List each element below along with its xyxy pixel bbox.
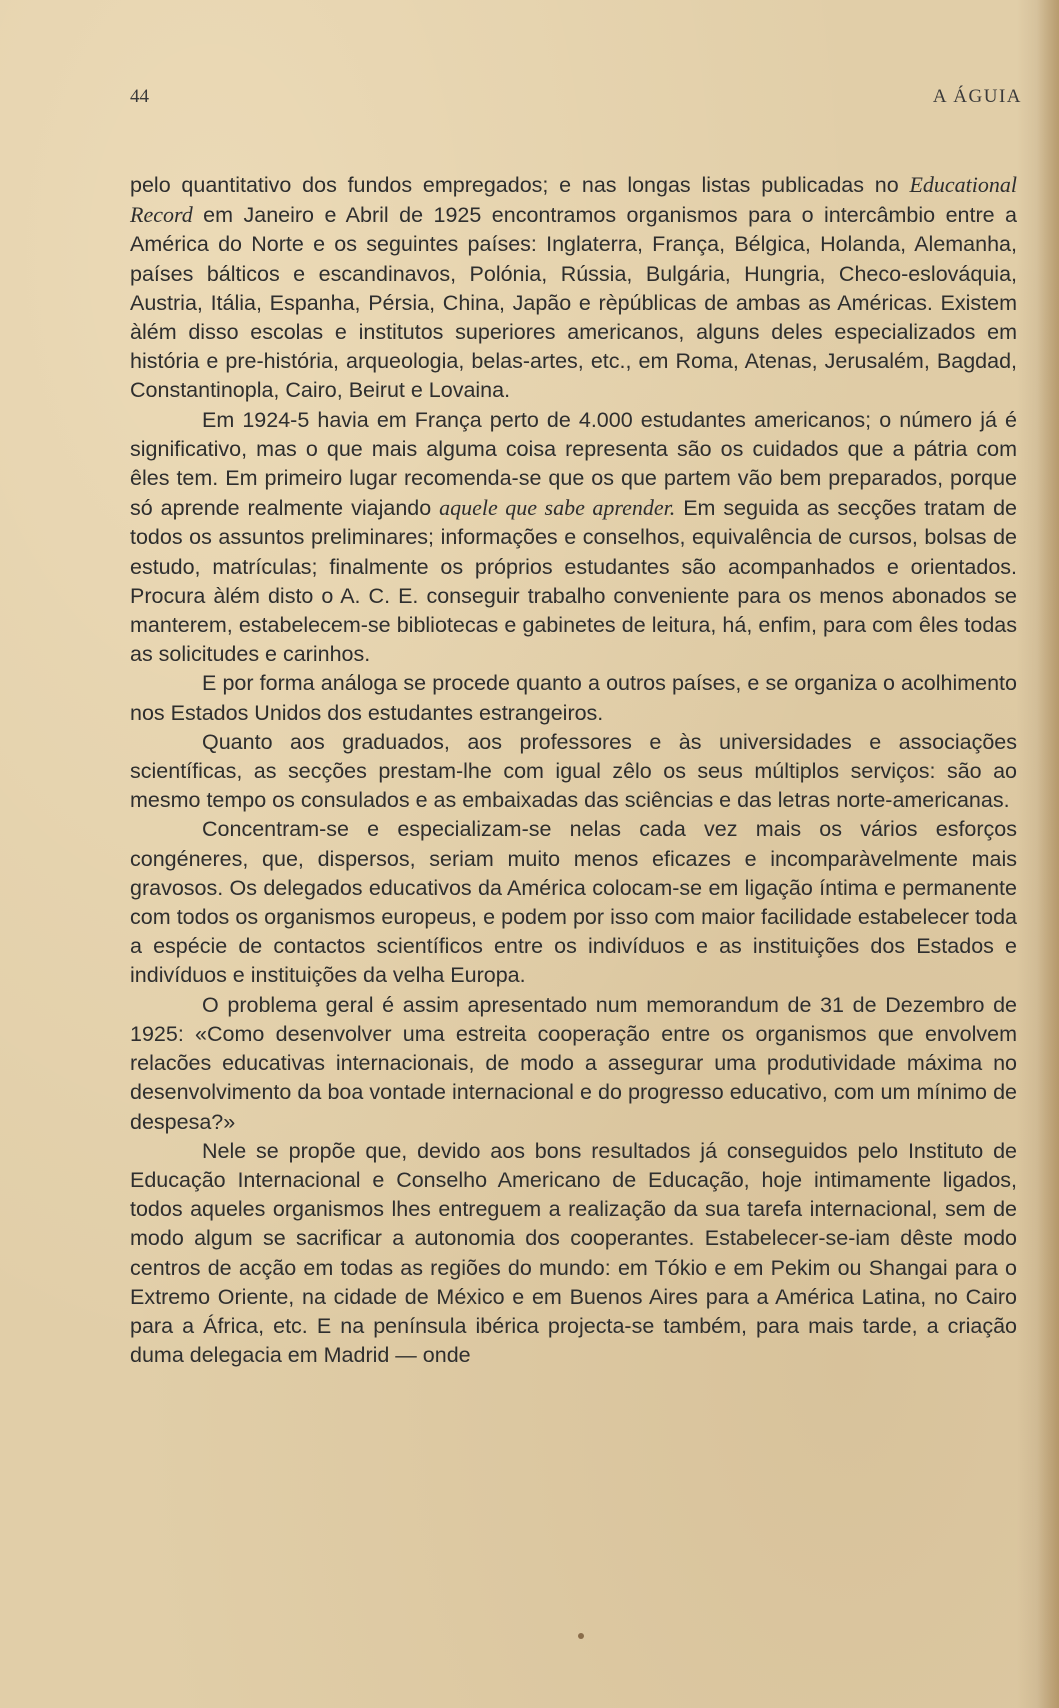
ink-speck [578,1633,584,1639]
italic-text: Educational Record [130,172,1017,228]
paragraph [130,815,1017,990]
italic-text: aquele que sabe aprender. [439,495,676,521]
paragraph [130,406,1017,670]
running-head: A ÁGUIA [932,86,1022,107]
paragraph-text: pelo quantitativo dos fundos empregados; e nas longas listas publicadas no [130,173,910,197]
body-text [130,170,1017,1370]
page-number: 44 [130,86,149,107]
paragraph-text: E por forma análoga se procede quanto a outros países, e se organiza o acolhimento nos Estados Unidos dos estudantes estrangeiros. [130,671,1017,725]
paragraph-text: Nele se propõe que, devido aos bons resultados já conseguidos pelo Instituto de Educação Internacional e Conselho Americano de Educação, hoje intimamente ligados, todos aqueles organismos lhes entreguem a realização da sua tarefa internacional, sem de modo algum se sacrificar a autonomia dos cooperantes. Estabelecer-se-iam dêste modo centros de acção em todas as regiões do mundo: em Tókio e em Pekim ou Shangai para o Extremo Oriente, na cidade de México e em Buenos Aires para a América Latina, no Cairo para a África, etc. E na península ibérica projecta-se também, para mais tarde, a criação duma delegacia em Madrid — onde [130,1138,1017,1368]
paragraph-text: O problema geral é assim apresentado num memorandum de 31 de Dezembro de 1925: «Como desenvolver uma estreita cooperação entre os organismos que envolvem relacões educativas internacionais, de modo a assegurar uma produtividade máxima no desenvolvimento da boa vontade internacional e do progresso educativo, com um mínimo de despesa?» [130,992,1017,1134]
paragraph [130,991,1017,1137]
page-header [130,86,1022,110]
paragraph-text: em Janeiro e Abril de 1925 encontramos organismos para o intercâmbio entre a América do Norte e os seguintes países: Inglaterra, França, Bélgica, Holanda, Alemanha, países bálticos e escandinavos, Polónia, Rússia, Bulgária, Hungria, Checo-eslováquia, Austria, Itália, Espanha, Pérsia, China, Japão e rèpúblicas de ambas as Américas. Existem àlém disso escolas e institutos superiores americanos, alguns deles especializados em história e pre-história, arqueologia, belas-artes, etc., em Roma, Atenas, Jerusalém, Bagdad, Constantinopla, Cairo, Beirut e Lovaina. [130,203,1017,403]
paragraph [130,728,1017,816]
paragraph [130,669,1017,727]
paragraph-text: Em 1924-5 havia em França perto de 4.000 estudantes americanos; o número já é significativo, mas o que mais alguma coisa representa são os cuidados que a pátria com êles tem. Em primeiro lugar recomenda-se que os que partem vão bem preparados, porque só aprende realmente viajando [130,407,1017,521]
paragraph-text: Concentram-se e especializam-se nelas cada vez mais os vários esforços congéneres, que, dispersos, seriam muito menos eficazes e incomparàvelmente mais gravosos. Os delegados educativos da América colocam-se em ligação íntima e permanente com todos os organismos europeus, e podem por isso com maior facilidade estabelecer toda a espécie de contactos scientíficos entre os indivíduos e as instituições dos Estados e indivíduos e instituições da velha Europa. [130,817,1017,988]
paragraph [130,1137,1017,1371]
paragraph-text: Em seguida as secções tratam de todos os assuntos preliminares; informações e conselhos, equivalência de cursos, bolsas de estudo, matrículas; finalmente os próprios estudantes são acompanhados e orientados. Procura àlém disto o A. C. E. conseguir trabalho conveniente para os menos abonados se manterem, estabelecem-se bibliotecas e gabinetes de leitura, há, enfim, para com êles todas as solicitudes e carinhos. [130,496,1017,667]
page-edge-shadow [1037,0,1059,1708]
paragraph [130,170,1017,406]
paragraph-text: Quanto aos graduados, aos professores e às universidades e associações scientíficas, as secções prestam-lhe com igual zêlo os seus múltiplos serviços: são ao mesmo tempo os consulados e as embaixadas das sciências e das letras norte-americanas. [130,729,1017,813]
